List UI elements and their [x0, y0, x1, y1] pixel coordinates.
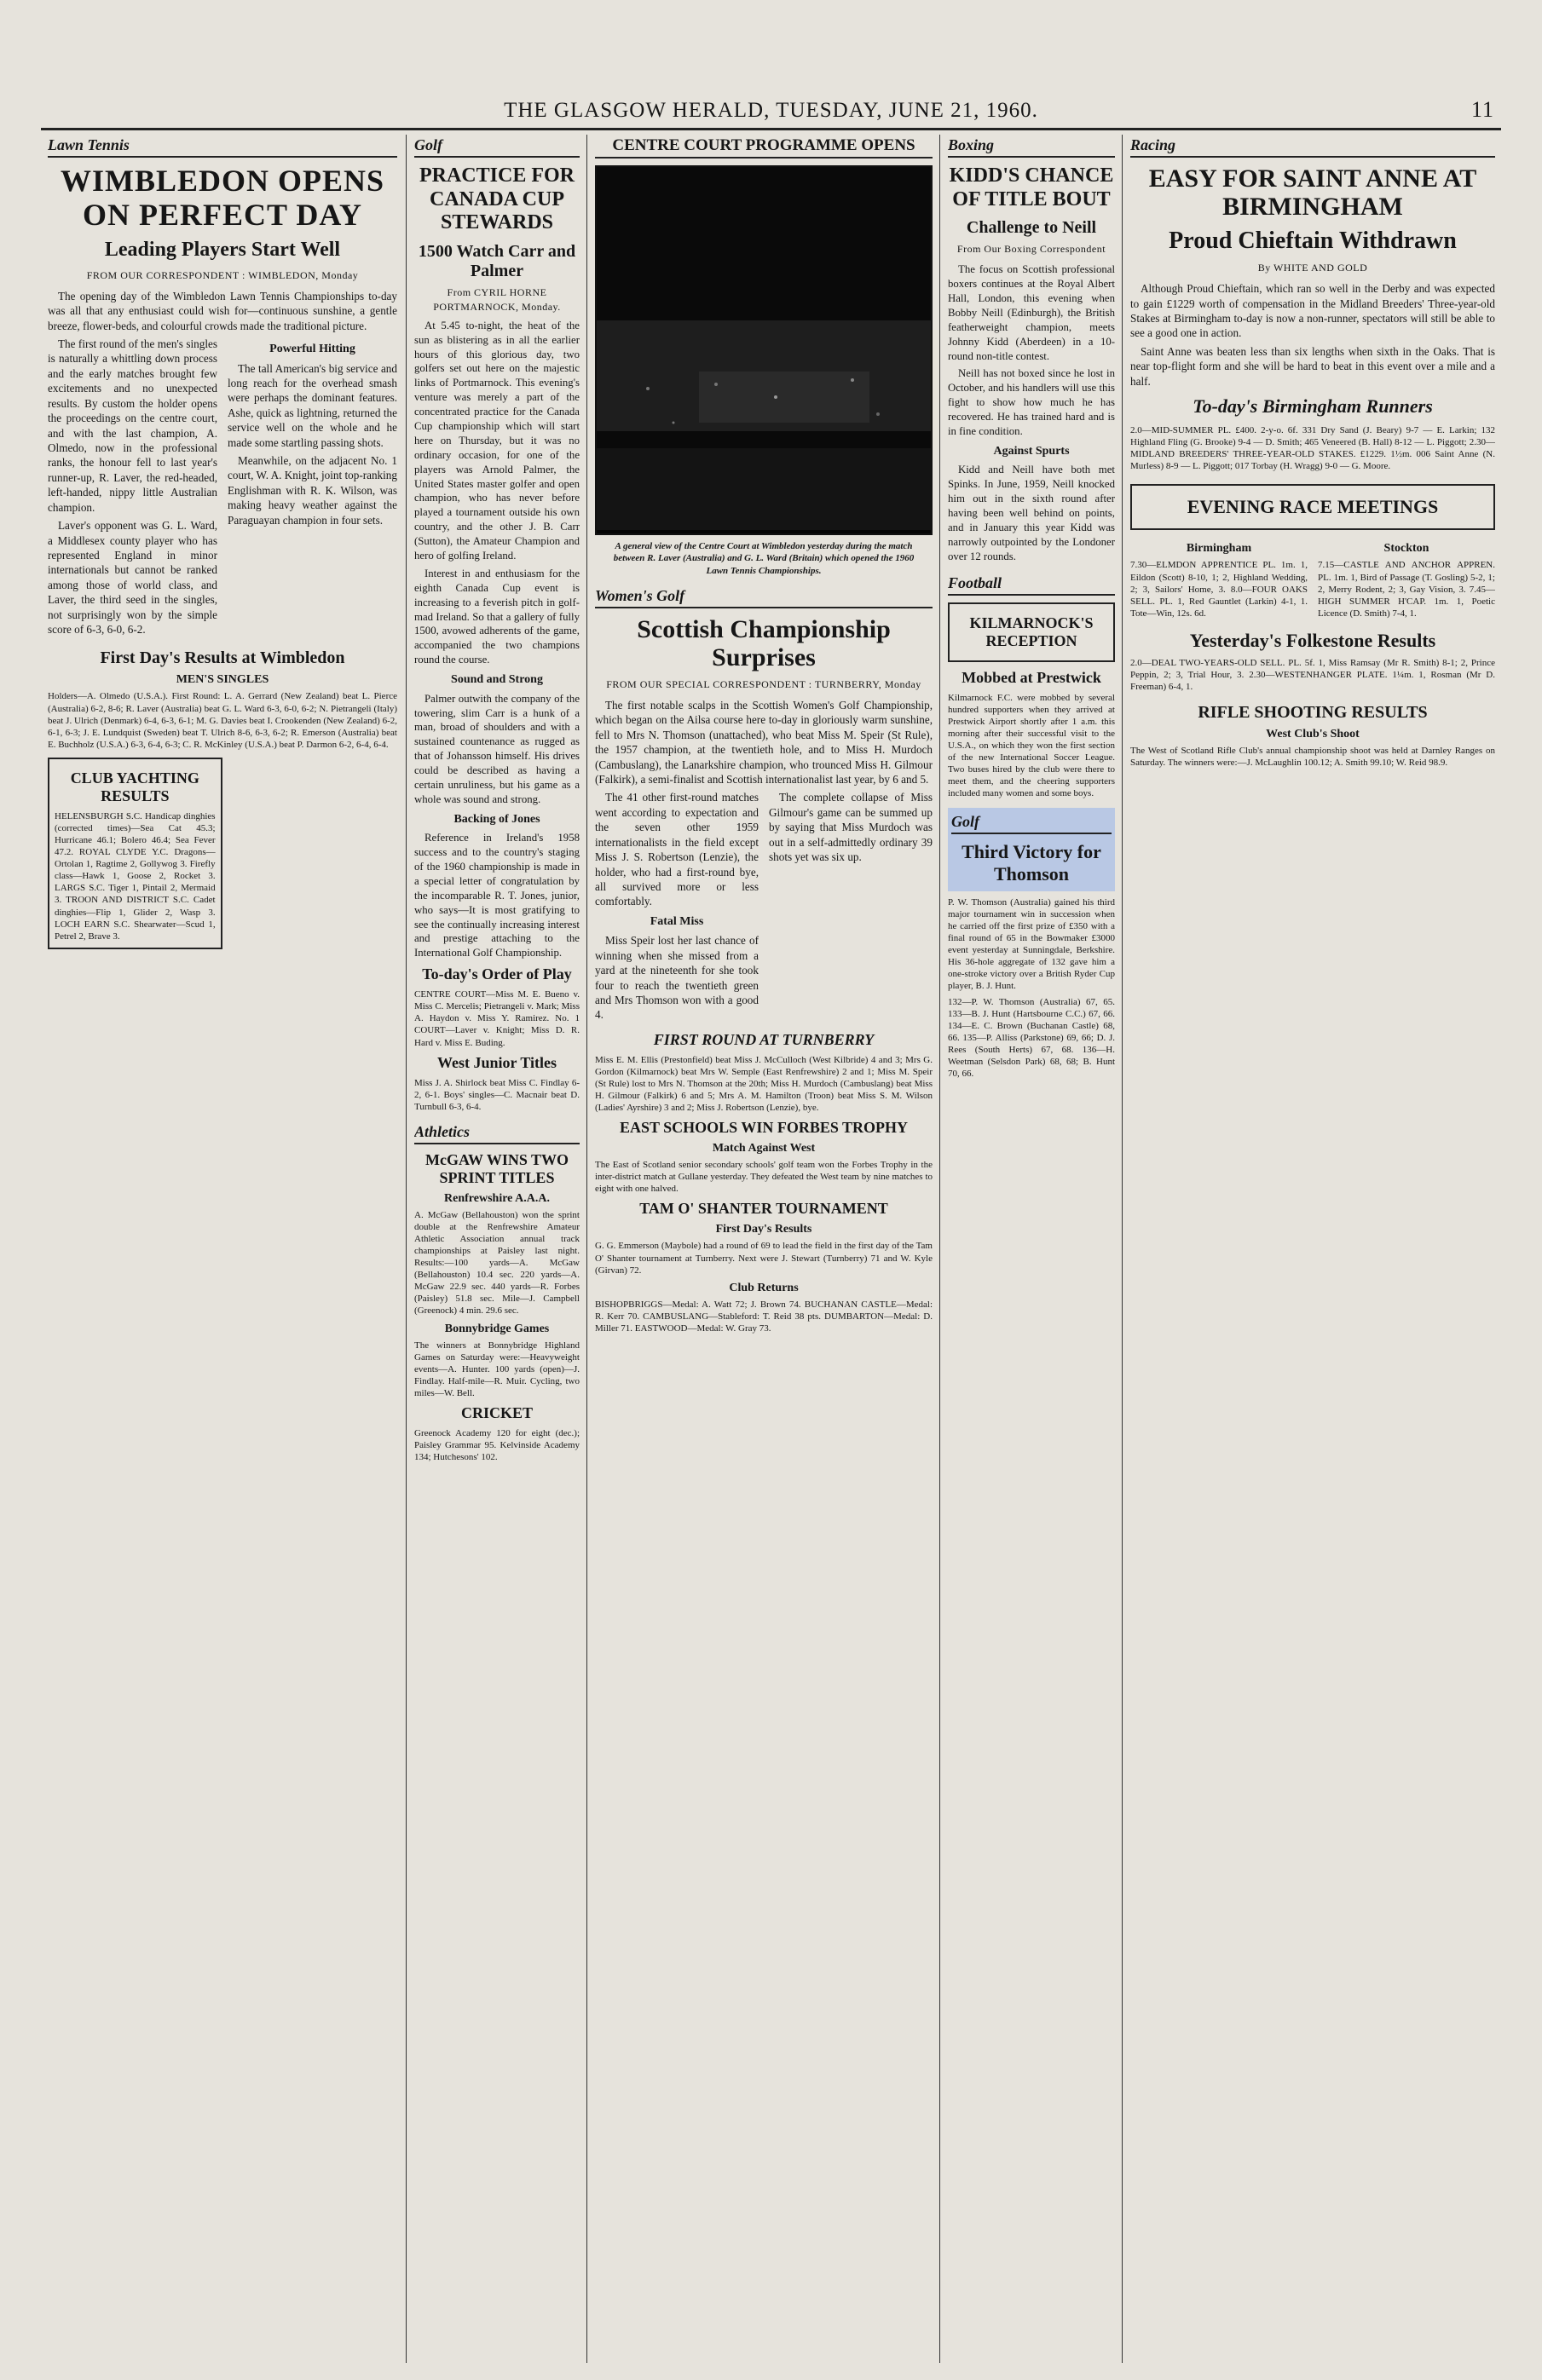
folkestone-results-text: 2.0—DEAL TWO-YEARS-OLD SELL. PL. 5f. 1, Miss Ramsay (Mr R. Smith) 8-1; 2, Prince Peppin, 2; 3, Trial Hour, 3. 2.30—WESTENHANGER PLATE. 1¼m. 1, Rosman (Mr D. Freeman) 6-4, 1.: [1130, 657, 1495, 692]
evening-meetings-columns: [1130, 537, 1495, 619]
article-paragraph: At 5.45 to-night, the heat of the sun as blistering as in all the earlier hours of this glorious day, two golfers set out here on the majestic links of Portmarnock. This evening's venture was merely a part of the concentrated practice for the Canada Cup championship which will start here on Thursday, but it was no ordinary occasion, for one of the players was Arnold Palmer, the United States master golfer and open champion, who has never before played a tournament outside his own country, and the other J. B. Carr (Sutton), the Amateur Champion and hero of golfing Ireland.: [414, 319, 580, 562]
evening-meetings-box: [1130, 484, 1495, 530]
east-schools-subhead: Match Against West: [712, 1142, 816, 1155]
scottish-championship-article: [595, 698, 933, 1026]
article-paragraph: Although Proud Chieftain, which ran so well in the Derby and was expected to gain £1229 worth of compensation in the Midland Breeders' Three-year-old Stakes at Birmingham to-day is now a non-runner, spectators will still be able to see a good one in action.: [1130, 282, 1495, 340]
sunningdale-results-text: 132—P. W. Thomson (Australia) 67, 65. 133—B. J. Hunt (Hartsbourne C.C.) 67, 66. 134—E. C. Brown (Buchanan Castle) 68, 66. 135—P. Alliss (Parkstone) 69, 66; D. J. Rees (South Herts) 67, 68. 136—H. Weetman (Selsdon Park) 68, 68; B. Hunt 70, 66.: [948, 996, 1115, 1079]
first-round-turnberry-heading: FIRST ROUND AT TURNBERRY: [653, 1030, 875, 1048]
canada-cup-byline: From CYRIL HORNE: [447, 285, 547, 298]
two-column-text: [48, 337, 397, 640]
mens-singles-label: MEN'S SINGLES: [176, 673, 269, 687]
west-junior-titles-heading: West Junior Titles: [436, 1053, 557, 1071]
folkestone-results-heading: Yesterday's Folkestone Results: [1189, 629, 1436, 651]
stockton-evening-subhead: Stockton: [1383, 542, 1429, 556]
birmingham-evening-subhead: Birmingham: [1186, 542, 1252, 556]
kidds-chance-headline: KIDD'S CHANCE OF TITLE BOUT: [949, 164, 1114, 210]
wimbledon-subheadline: Leading Players Start Well: [104, 239, 341, 262]
birmingham-evening-text: 7.30—ELMDON APPRENTICE PL. 1m. 1, Eildon (Scott) 8-10, 1; 2, Highland Wedding, 2; 3, Sailors' Home, 3. 8.0—FOUR OAKS SELL. PL. 1, Red Gauntlet (Larkin) 4-1, 1. Tote—Win, 12s. 6d.: [1130, 560, 1308, 619]
column-rule: [406, 135, 407, 2363]
wimbledon-article: [48, 289, 397, 641]
article-paragraph: The complete collapse of Miss Gilmour's game can be summed up by saying that Miss Murdoch was out in a self-admittedly ordinary 39 shots yet was six up.: [769, 791, 933, 864]
third-victory-text: P. W. Thomson (Australia) gained his third major tournament win in succession when he carried off the first prize of £350 with a final round of 65 in the Bowmaker £3000 event yesterday at Sunningdale, Berkshire. His 36-hole aggregate of 132 gave him a one-stroke victory over a British Ryder Cup player, B. J. Hunt.: [948, 896, 1115, 992]
scottish-championship-headline: Scottish Championship Surprises: [637, 614, 891, 671]
column-rule: [1122, 135, 1123, 2363]
wimbledon-byline: FROM OUR CORRESPONDENT : WIMBLEDON, Monday: [86, 268, 359, 281]
rifle-shooting-text: The West of Scotland Rifle Club's annual championship shoot was held at Darnley Ranges on Saturday. The winners were:—J. McLaughlin 100.12; A. Smith 99.10; W. Reid 98.9.: [1130, 746, 1495, 769]
first-day-results-heading: First Day's Results at Wimbledon: [100, 648, 345, 668]
club-yachting-heading: CLUB YACHTING RESULTS: [70, 769, 199, 804]
todays-runners-text: 2.0—MID-SUMMER PL. £400. 2-y-o. 6f. 331 Dry Sand (J. Beary) 9-7 — E. Larkin; 132 Highland Fling (G. Brooke) 9-4 — D. Smith; 465 Veneered (B. Hall) 8-12 — L. Piggott; 2.30—MIDLAND BREEDERS' THREE-YEAR-OLD STAKES. £1229. 1½m. 006 Saint Anne (N. Murless) 8-9 — L. Piggott; 017 Torbay (H. Wragg) 9-0 — G. Moore.: [1130, 425, 1495, 472]
article-paragraph: Saint Anne was beaten less than six lengths when sixth in the Oaks. That is near top-flight form and she will be hard to beat in this event over a mile and a half.: [1130, 344, 1495, 388]
centre-court-banner: CENTRE COURT PROGRAMME OPENS: [595, 135, 933, 158]
golf-column: [414, 135, 580, 2363]
photo-image: [597, 167, 931, 530]
boxing-article: [948, 262, 1115, 563]
article-paragraph: The 41 other first-round matches went according to expectation and the seven other 1959 internationalists in the field except Miss J. S. Robertson (Lenzie), the holder, who had a first-round bye, all survived more or less comfortably.: [595, 791, 759, 908]
athletics-text: A. McGaw (Bellahouston) won the sprint double at the Renfrewshire Amateur Athletic Association annual track championships at Paisley last night. Results:—100 yards—A. McGaw (Bellahouston) 10.4 sec. 220 yards—A. McGaw 22.9 sec. 440 yards—R. Forbes (Paisley) 51.8 sec. Mile—J. Campbell (Greenock) 4 min. 29.6 sec.: [414, 1209, 580, 1317]
kilmarnock-box: [948, 602, 1115, 662]
article-paragraph: Neill has not boxed since he lost in October, and his handlers will use this fight to show how much he has recovered. He has trained hard and is in fine condition.: [948, 367, 1115, 437]
racing-byline: By WHITE AND GOLD: [1257, 262, 1368, 274]
section-label-womens-golf: Women's Golf: [595, 585, 933, 608]
powerful-hitting-subhead: Powerful Hitting: [269, 343, 355, 356]
proud-chieftain-subhead: Proud Chieftain Withdrawn: [1169, 228, 1457, 254]
fatal-miss-subhead: Fatal Miss: [650, 914, 704, 928]
racing-article: [1130, 281, 1495, 389]
third-victory-highlight: [948, 808, 1115, 891]
saint-anne-headline: EASY FOR SAINT ANNE AT BIRMINGHAM: [1148, 164, 1477, 221]
backing-of-jones-subhead: Backing of Jones: [453, 812, 540, 826]
newspaper-masthead-title: THE GLASGOW HERALD, TUESDAY, JUNE 21, 1960.: [504, 99, 1038, 122]
kilmarnock-headline: KILMARNOCK'S RECEPTION: [969, 614, 1094, 649]
canada-cup-headline: PRACTICE FOR CANADA CUP STEWARDS: [419, 164, 575, 234]
article-paragraph: Kidd and Neill have both met Spinks. In June, 1959, Neill knocked him out in the sixth round after having been well behind on points, and in January this year Kidd was narrowly outpointed by the Londoner over 12 rounds.: [948, 464, 1115, 562]
order-of-play-text: CENTRE COURT—Miss M. E. Bueno v. Miss C. Mercelis; Pietrangeli v. Mark; Miss A. Haydon v. Miss Y. Ramirez. No. 1 COURT—Laver v. Knight; Miss D. R. Hard v. Miss E. Buding.: [414, 989, 580, 1048]
column-rule: [939, 135, 940, 2363]
section-label-racing: Racing: [1130, 135, 1495, 158]
canada-cup-article: [414, 319, 580, 960]
section-label-golf-2: Golf: [951, 811, 1112, 834]
club-returns-subhead: Club Returns: [729, 1281, 799, 1294]
two-column-text: [595, 790, 933, 1025]
west-junior-titles-text: Miss J. A. Shirlock beat Miss C. Findlay 6-2, 6-1. Boys' singles—C. Macnair beat D. Turnbull 6-3, 6-4.: [414, 1077, 580, 1112]
article-paragraph: Interest in and enthusiasm for the eighth Canada Cup event is increasing to a feverish pitch in golf-mad Ireland. So that a gallery of fully 1500, avowed adherents of the game, accompanied the two champions round the course.: [414, 567, 580, 666]
first-round-turnberry-text: Miss E. M. Ellis (Prestonfield) beat Miss J. McCulloch (West Kilbride) 4 and 3; Mrs G. Gordon (Kilmarnock) beat Mrs W. Semple (East Renfrewshire) 2 and 1; Miss M. Speir (St Rule) lost to Mrs N. Thomson at the 20th; Miss H. Murdoch (Cambuslang) beat Miss H. Gilmour (Falkirk) 6 and 5; Mrs A. M. Hamilton (Troon) beat Miss S. M. Wilson (Ladies' Ayrshire) 3 and 2; Miss J. Robertson (Lenzie), bye.: [595, 1054, 933, 1114]
section-label-golf: Golf: [414, 135, 580, 158]
athletics-subhead: Renfrewshire A.A.A.: [444, 1191, 550, 1205]
section-label-football: Football: [948, 573, 1115, 596]
masthead: [41, 85, 1501, 130]
todays-runners-heading: To-day's Birmingham Runners: [1193, 395, 1433, 418]
boxing-column: [948, 135, 1115, 2363]
rifle-shooting-heading: RIFLE SHOOTING RESULTS: [1198, 703, 1428, 723]
canada-cup-subheadline: 1500 Watch Carr and Palmer: [418, 241, 576, 280]
photo-caption: A general view of the Centre Court at Wimbledon yesterday during the match between R. Laver (Australia) and G. L. Ward (Britain) which opened the 1960 Lawn Tennis Championships.: [613, 541, 915, 576]
section-label-lawn-tennis: Lawn Tennis: [48, 135, 397, 158]
mobbed-at-prestwick-subhead: Mobbed at Prestwick: [962, 668, 1101, 686]
tam-o-shanter-subhead: First Day's Results: [715, 1223, 812, 1236]
athletics-headline: McGAW WINS TWO SPRINT TITLES: [424, 1150, 569, 1186]
section-label-boxing: Boxing: [948, 135, 1115, 158]
article-paragraph: The opening day of the Wimbledon Lawn Tennis Championships to-day was all that any enthusiast could wish for—continuous sunshine, a gentle breeze, flower-beds, and colourful crowds made the traditional picture.: [48, 289, 397, 332]
club-returns-text: BISHOPBRIGGS—Medal: A. Watt 72; J. Brown 74. BUCHANAN CASTLE—Medal: R. Kerr 70. CAMBUSLANG—Stableford: T. Reid 38 pts. DUMBARTON—Medal: D. Miller 71. EASTWOOD—Medal: W. Gray 73.: [595, 1299, 933, 1334]
centre-court-photo: [595, 165, 933, 535]
challenge-to-neill-subhead: Challenge to Neill: [966, 218, 1097, 238]
article-paragraph: Meanwhile, on the adjacent No. 1 court, W. A. Knight, joint top-ranking Englishman with R. K. Wilson, was making heavy weather against the Paraguayan champion in four sets.: [228, 454, 397, 527]
article-paragraph: The first round of the men's singles is naturally a whittling down process and the early matches brought few excitements and no unexpected results. By custom the holder opens the proceedings on the centre court, and with the last champion, A. Olmedo, now in the professional ranks, the honour fell to last year's runner-up, R. Laver, the red-headed, left-handed, nippy little Australian champion.: [48, 337, 217, 514]
club-yachting-text: HELENSBURGH S.C. Handicap dinghies (corrected times)—Sea Cat 45.3; Hurricane 46.1; Bolero 46.4; Sea Fever 47.2. ROYAL CLYDE Y.C. Dragons—Ortolan 1, Ragtime 2, Gollywog 3. Firefly class—Hawk 1, Goose 2, Rocket 3. LARGS S.C. Tiger 1, Pintail 2, Mermaid 3. TROON AND DISTRICT S.C. Cadet dinghies—Flip 1, Glider 2, Wasp 3. LOCH EARN S.C. Shearwater—Scud 1, Petrel 2, Brave 3.: [55, 810, 216, 942]
east-schools-heading: EAST SCHOOLS WIN FORBES TROPHY: [619, 1119, 909, 1137]
rifle-shooting-subhead: West Club's Shoot: [1266, 728, 1360, 741]
centre-court-column: [595, 135, 933, 2363]
article-paragraph: The focus on Scottish professional boxers continues at the Royal Albert Hall, London, this evening when Bobby Neill (Edinburgh), the British featherweight champion, meets Johnny Kidd (Aberdeen) in a 10-round non-title contest.: [948, 263, 1115, 362]
third-victory-headline: Third Victory for Thomson: [962, 841, 1101, 885]
kilmarnock-text: Kilmarnock F.C. were mobbed by several hundred supporters when they arrived at Prestwick Airport shortly after 1 a.m. this morning after their successful visit to the U.S.A., on which they won the first section of the new International Soccer League. Two buses hired by the club were there to meet them, and the cheering supporters included many women and some boys.: [948, 692, 1115, 799]
boxing-byline: From Our Boxing Correspondent: [956, 243, 1106, 256]
article-paragraph: Miss Speir lost her last chance of winning when she missed from a yard at the nineteenth for she took four to reach the twentieth green and Mrs Thomson won with a good 4.: [595, 934, 759, 1022]
wimbledon-results-text: Holders—A. Olmedo (U.S.A.). First Round: L. A. Gerrard (New Zealand) beat L. Pierce (Australia) 6-2, 8-6; R. Laver (Australia) beat G. L. Ward 6-3, 6-0, 6-2; N. Pietrangeli (Italy) beat J. Ulrich (Denmark) 6-4, 6-3, 6-1; M. G. Davies beat I. Crookenden (New Zealand) 6-2, 6-1, 6-3; J. E. Lundquist (Sweden) beat T. Ulrich 8-6, 6-3, 6-2; R. Emerson (Australia) beat E. Buchholz (U.S.A.) 6-3, 6-4, 6-3; C. R. McKinley (U.S.A.) beat P. Darmon 6-2, 6-4, 6-4.: [48, 691, 397, 750]
section-label-athletics: Athletics: [414, 1121, 580, 1144]
wimbledon-headline: WIMBLEDON OPENS ON PERFECT DAY: [60, 164, 385, 232]
scottish-championship-byline: FROM OUR SPECIAL CORRESPONDENT : TURNBERRY, Monday: [606, 677, 921, 690]
club-yachting-box: [48, 758, 222, 949]
against-spurts-subhead: Against Spurts: [993, 444, 1070, 458]
sound-and-strong-subhead: Sound and Strong: [451, 673, 543, 687]
tam-o-shanter-heading: TAM O' SHANTER TOURNAMENT: [639, 1200, 888, 1218]
bonnybridge-text: The winners at Bonnybridge Highland Games on Saturday were:—Heavyweight events—A. Hunter. 100 yards (open)—J. Findlay. Half-mile—R. Muir. Cycling, two miles—W. Bell.: [414, 1340, 580, 1398]
tam-o-shanter-text: G. G. Emmerson (Maybole) had a round of 69 to lead the field in the first day of the Tam O' Shanter tournament at Turnberry. Next were J. Stewart (Turnberry) 71 and W. Kyle (Girvan) 72.: [595, 1241, 933, 1276]
article-paragraph: The tall American's big service and long reach for the overhead smash were perhaps the dominant features. Ashe, quick as lightning, returned the service well on the whole and he made some startling passing shots.: [228, 361, 397, 449]
stockton-evening-text: 7.15—CASTLE AND ANCHOR APPREN. PL. 1m. 1, Bird of Passage (T. Gosling) 5-2, 1; 2, Merry Rodent, 2; 3, Gay Vision, 3. 7.45—HIGH SUMMER H'CAP. 1m. 1, Poetic Licence (D. Smith) 7-4, 1.: [1318, 560, 1495, 619]
east-schools-text: The East of Scotland senior secondary schools' golf team won the Forbes Trophy in the inter-district match at Gullane yesterday. They defeated the West team by nine matches to eight with one halved.: [595, 1160, 933, 1195]
article-paragraph: Palmer outwith the company of the towering, slim Carr is a hunk of a man, broad of shoulders and with a sustained countenance as rugged as that of Johansson himself. His drives could be described as having a certain unruliness, but his game as a whole was sound and strong.: [414, 692, 580, 805]
cricket-text: Greenock Academy 120 for eight (dec.); Paisley Grammar 95. Kelvinside Academy 134; Hutchesons' 102.: [414, 1427, 580, 1463]
bonnybridge-subhead: Bonnybridge Games: [444, 1322, 550, 1335]
evening-meetings-heading: EVENING RACE MEETINGS: [1187, 496, 1439, 518]
article-paragraph: Laver's opponent was G. L. Ward, a Middlesex county player who has represented England in minor internationals but cannot be ranked among those of world class, and Laver, the third seed in the singles, not surprisingly won by the simple score of 6-3, 6-0, 6-2.: [48, 519, 217, 637]
page-number: 11: [1470, 97, 1494, 122]
lawn-tennis-column: [48, 135, 397, 2363]
racing-column: [1130, 135, 1495, 2363]
cricket-heading: CRICKET: [460, 1403, 533, 1421]
order-of-play-heading: To-day's Order of Play: [422, 965, 572, 983]
canada-cup-dateline: PORTMARNOCK, Monday.: [433, 300, 561, 313]
article-paragraph: Reference in Ireland's 1958 success and to the country's staging of the 1960 championship is made in a special letter of congratulation by the incomparable R. T. Jones, junior, who says—It is most gratifying to see the continually increasing interest and prestige attaching to the International Golf Championship.: [414, 832, 580, 959]
article-paragraph: The first notable scalps in the Scottish Women's Golf Championship, which began on the Ailsa course here to-day in gloriously warm sunshine, fell to Mrs N. Thomson (unattached), who beat Miss M. Speir (St Rule), the 1957 champion, at the twentieth hole, and to Miss H. Murdoch (Cambuslang), the Lanarkshire champion, who trounced Miss H. Gilmour (Falkirk), a semi-finalist and Scottish internationalist last year, by 6 and 5.: [595, 698, 933, 786]
column-rule: [586, 135, 587, 2363]
